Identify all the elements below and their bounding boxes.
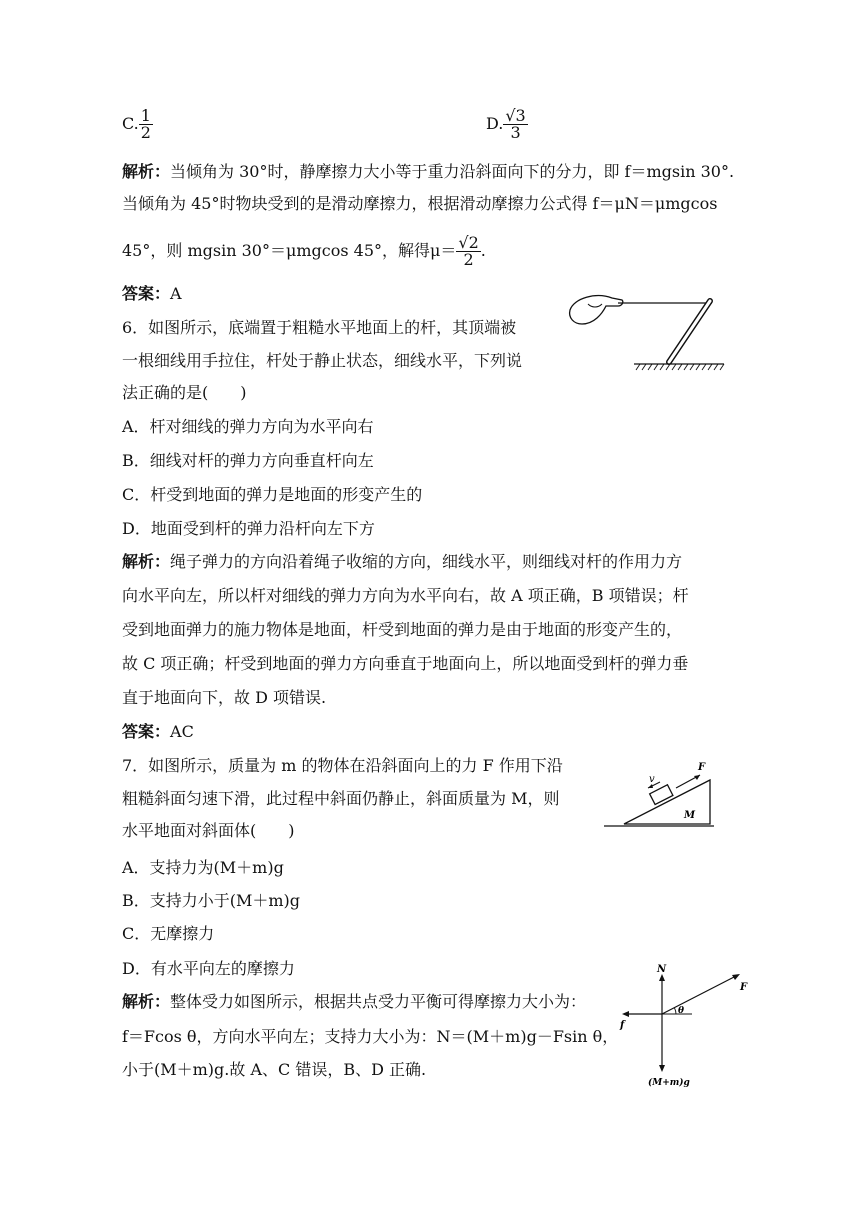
q7-stem-line-1 [122, 755, 563, 777]
q6-answer [122, 721, 194, 743]
label-f: F [698, 762, 706, 773]
q7-option-b [122, 890, 300, 912]
label-friction: f [620, 1020, 625, 1031]
q5-analysis-line-2 [122, 193, 717, 215]
q6-option-d [122, 518, 375, 540]
analysis-text: 直于地面向下，故 D 项错误. [122, 688, 327, 707]
fraction-numerator: √3 [505, 106, 526, 125]
rod-diagram [566, 290, 726, 376]
q5-answer [122, 283, 182, 305]
stem-text: 法正确的是( ) [122, 383, 247, 402]
option-label: C. [122, 114, 139, 133]
force-f-arrow [662, 976, 736, 1014]
stem-text: 水平地面对斜面体( ) [122, 821, 295, 840]
option-text: C．无摩擦力 [122, 924, 215, 943]
q6-stem-line-1 [122, 317, 516, 339]
label-n: N [657, 964, 667, 975]
option-text: D．有水平向左的摩擦力 [122, 959, 295, 978]
stem-text: 一根细线用手拉住，杆处于静止状态，细线水平，下列说 [122, 351, 523, 370]
answer-label: 答案： [122, 722, 171, 741]
analysis-label: 解析： [122, 992, 171, 1011]
analysis-text: 当倾角为 45°时物块受到的是滑动摩擦力，根据滑动摩擦力公式得 f＝μN＝μmgcos [122, 194, 718, 213]
stem-text: 粗糙斜面匀速下滑，此过程中斜面仍静止，斜面质量为 M，则 [122, 789, 560, 808]
q6-analysis-line-2 [122, 585, 689, 607]
label-weight: (M+m)g [648, 1078, 690, 1088]
q6-option-a [122, 416, 374, 438]
analysis-text: f＝Fcos θ，方向水平向左；支持力大小为：N＝(M＋m)g－Fsin θ， [122, 1027, 619, 1046]
answer-value: AC [170, 722, 194, 741]
label-v: v [649, 774, 655, 785]
q7-stem-line-3 [122, 820, 295, 842]
option-text: B．支持力小于(M＋m)g [122, 891, 301, 910]
q7-option-d [122, 958, 295, 980]
analysis-text: 绳子弹力的方向沿着绳子收缩的方向，细线水平，则细线对杆的作用力方 [170, 552, 683, 571]
q5-option-d [486, 108, 528, 141]
fraction-numerator: 1 [140, 106, 151, 125]
analysis-text: 小于(M＋m)g.故 A、C 错误，B、D 正确. [122, 1060, 427, 1079]
q7-analysis-line-1 [122, 991, 586, 1013]
analysis-text: 整体受力如图所示，根据共点受力平衡可得摩擦力大小为： [170, 992, 587, 1011]
analysis-text: . [480, 241, 486, 260]
fraction [139, 108, 153, 141]
option-text: B．细线对杆的弹力方向垂直杆向左 [122, 451, 374, 470]
hand-icon [570, 296, 623, 324]
fraction [503, 108, 527, 141]
label-theta: θ [678, 1006, 685, 1016]
q7-incline-figure [602, 758, 722, 830]
q7-force-figure [614, 958, 760, 1090]
q6-analysis-line-5 [122, 687, 326, 709]
q6-option-b [122, 450, 374, 472]
q6-analysis-line-3 [122, 619, 682, 641]
label-m: M [684, 810, 696, 821]
analysis-label: 解析： [122, 552, 171, 571]
label-f-force: F [740, 982, 748, 993]
fraction [456, 235, 480, 268]
q6-stem-line-2 [122, 350, 522, 372]
analysis-text: 故 C 项正确；杆受到地面的弹力方向垂直于地面向上，所以地面受到杆的弹力垂 [122, 654, 689, 673]
q7-option-a [122, 857, 284, 879]
stem-text: 6．如图所示，底端置于粗糙水平地面上的杆，其顶端被 [122, 318, 517, 337]
answer-label: 答案： [122, 284, 171, 303]
ground-hatching [636, 364, 724, 370]
analysis-text: 45°，则 mgsin 30°＝μmgcos 45°，解得μ＝ [122, 241, 457, 260]
q5-option-c [122, 108, 153, 141]
option-text: A．支持力为(M＋m)g [122, 858, 284, 877]
finger-line [588, 304, 602, 307]
option-text: D．地面受到杆的弹力沿杆向左下方 [122, 519, 375, 538]
incline-diagram [602, 758, 722, 830]
option-label: D. [486, 114, 504, 133]
fraction-denominator: 3 [510, 123, 521, 142]
fraction-denominator: 2 [140, 123, 151, 142]
answer-value: A [170, 284, 182, 303]
q5-analysis-line-3 [122, 235, 486, 268]
q6-option-c [122, 484, 422, 506]
q5-analysis-line-1 [122, 161, 734, 183]
q7-analysis-line-3 [122, 1059, 426, 1081]
analysis-label: 解析： [122, 162, 171, 181]
q7-stem-line-2 [122, 788, 559, 810]
stem-text: 7．如图所示，质量为 m 的物体在沿斜面向上的力 F 作用下沿 [122, 756, 563, 775]
q6-rod-figure [566, 290, 726, 376]
angle-arc [675, 1008, 677, 1014]
q6-analysis-line-1 [122, 551, 682, 573]
option-text: C．杆受到地面的弹力是地面的形变产生的 [122, 485, 423, 504]
q7-analysis-line-2 [122, 1026, 618, 1048]
option-text: A．杆对细线的弹力方向为水平向右 [122, 417, 374, 436]
q6-stem-line-3 [122, 382, 247, 404]
fraction-numerator: √2 [458, 233, 479, 252]
block [650, 785, 673, 805]
q7-option-c [122, 923, 214, 945]
analysis-text: 当倾角为 30°时，静摩擦力大小等于重力沿斜面向下的分力，即 f＝mgsin 30°. [170, 162, 735, 181]
analysis-text: 受到地面弹力的施力物体是地面，杆受到地面的弹力是由于地面的形变产生的， [122, 620, 683, 639]
force-diagram [614, 958, 760, 1090]
q6-analysis-line-4 [122, 653, 688, 675]
analysis-text: 向水平向左，所以杆对细线的弹力方向为水平向右，故 A 项正确，B 项错误；杆 [122, 586, 689, 605]
fraction-denominator: 2 [463, 250, 474, 269]
